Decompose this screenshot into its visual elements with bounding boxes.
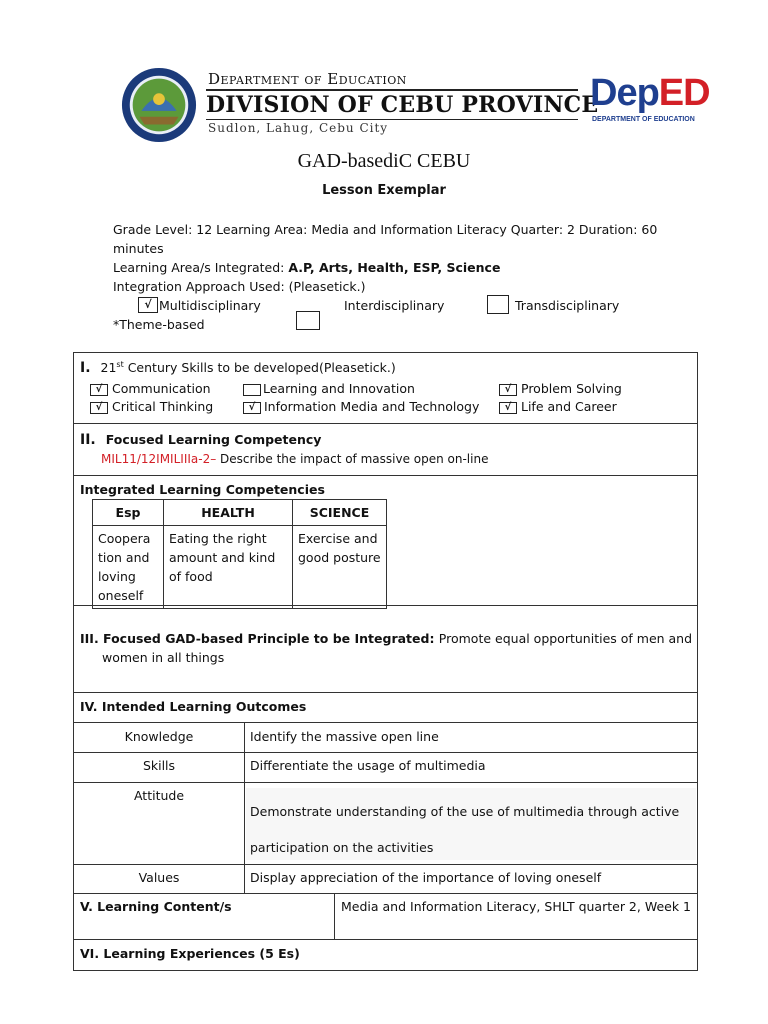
integrated-areas-value: A.P, Arts, Health, ESP, Science xyxy=(288,260,501,275)
multidisciplinary-checkbox[interactable]: √ xyxy=(138,297,158,313)
section1-title-post: Century Skills to be developed(Pleasetick.) xyxy=(123,360,396,376)
competency-line xyxy=(101,452,488,466)
department-title: Department of Education xyxy=(208,70,407,88)
integrated-header-esp: Esp xyxy=(93,500,164,526)
cebu-seal-logo xyxy=(120,66,198,144)
section3-text: Promote equal opportunities of men and xyxy=(438,631,693,646)
interdisciplinary-label: Interdisciplinary xyxy=(344,298,445,313)
integrated-header-science: SCIENCE xyxy=(293,500,387,526)
competency-desc: Describe the impact of massive open on-line xyxy=(216,452,489,466)
grade-level-line-2: minutes xyxy=(113,241,164,256)
section1-num: I. xyxy=(80,360,91,377)
skill-learning-innovation: Learning and Innovation xyxy=(263,381,415,396)
integrated-table xyxy=(92,499,387,609)
section3-line2: women in all things xyxy=(102,650,225,665)
division-title: DIVISION OF CEBU PROVINCE xyxy=(206,92,599,118)
section5-value: Media and Information Literacy, SHLT quarter 2, Week 1 xyxy=(341,899,691,914)
skill-life-career: Life and Career xyxy=(521,399,617,414)
outcome-attitude-value-2: participation on the activities xyxy=(250,840,434,855)
section2-heading xyxy=(80,432,321,448)
integrated-cell-science: Exercise and good posture xyxy=(293,526,387,609)
section2-num: II. xyxy=(80,432,96,448)
section1-title-pre: 21 xyxy=(100,360,117,376)
section-competency xyxy=(73,423,698,476)
section3-label: III. Focused GAD-based Principle to be Integrated: xyxy=(80,631,439,646)
problem-solving-checkbox[interactable]: √ xyxy=(499,384,517,396)
integrated-areas-line xyxy=(113,258,500,277)
outcome-values-value: Display appreciation of the importance of loving oneself xyxy=(250,870,602,885)
transdisciplinary-checkbox[interactable] xyxy=(487,295,509,314)
life-career-checkbox[interactable]: √ xyxy=(499,402,517,414)
deped-logo-subtitle: DEPARTMENT OF EDUCATION xyxy=(592,116,695,123)
deped-logo xyxy=(590,72,710,114)
integrated-cell-health: Eating the right amount and kind of food xyxy=(164,526,293,609)
skill-info-media-tech: Information Media and Technology xyxy=(264,399,480,414)
integrated-cell-esp: Coopera tion and loving oneself xyxy=(93,526,164,609)
section6-title: VI. Learning Experiences (5 Es) xyxy=(80,946,300,961)
deped-logo-dep: Dep xyxy=(590,72,659,114)
document-subtitle: Lesson Exemplar xyxy=(322,183,446,198)
section4-title: IV. Intended Learning Outcomes xyxy=(80,699,307,714)
document-title: GAD-basediC CEBU xyxy=(297,150,471,172)
header-rule-2 xyxy=(206,119,578,120)
communication-checkbox[interactable]: √ xyxy=(90,384,108,396)
outcome-attitude-value: Demonstrate understanding of the use of multimedia through active xyxy=(250,804,680,819)
section2-title: Focused Learning Competency xyxy=(105,432,322,447)
integrated-title: Integrated Learning Competencies xyxy=(80,482,325,497)
learning-innovation-checkbox[interactable] xyxy=(243,384,261,396)
transdisciplinary-label: Transdisciplinary xyxy=(515,298,620,313)
outcome-knowledge-value: Identify the massive open line xyxy=(250,729,439,744)
outcome-knowledge-label: Knowledge xyxy=(124,729,194,744)
skill-critical-thinking: Critical Thinking xyxy=(112,399,214,414)
skill-communication: Communication xyxy=(112,381,211,396)
division-address: Sudlon, Lahug, Cebu City xyxy=(208,121,389,135)
outcome-skills-label: Skills xyxy=(142,758,176,773)
deped-logo-ed: ED xyxy=(658,72,710,114)
section1-heading xyxy=(80,360,396,376)
header-rule xyxy=(206,89,578,91)
section3-line1 xyxy=(80,631,692,646)
outcome-skills-value: Differentiate the usage of multimedia xyxy=(250,758,486,773)
theme-based-checkbox[interactable] xyxy=(296,311,320,330)
competency-code: MIL11/12IMILIIIa xyxy=(101,452,199,466)
outcome-attitude-label: Attitude xyxy=(133,788,185,803)
competency-code-sep: -2– xyxy=(198,452,217,466)
theme-based-label: *Theme-based xyxy=(113,317,205,332)
integration-approach-line: Integration Approach Used: (Pleasetick.) xyxy=(113,279,366,294)
integrated-header-health: HEALTH xyxy=(164,500,293,526)
skill-problem-solving: Problem Solving xyxy=(521,381,622,396)
section5-title: V. Learning Content/s xyxy=(80,899,232,914)
integrated-areas-label: Learning Area/s Integrated: xyxy=(113,260,289,275)
grade-level-line: Grade Level: 12 Learning Area: Media and Information Literacy Quarter: 2 Duration: 60 xyxy=(113,222,658,237)
section1-title-sup: st xyxy=(116,360,124,369)
multidisciplinary-label: Multidisciplinary xyxy=(159,298,261,313)
outcome-values-label: Values xyxy=(138,870,180,885)
info-media-tech-checkbox[interactable]: √ xyxy=(243,402,261,414)
critical-thinking-checkbox[interactable]: √ xyxy=(90,402,108,414)
section-gad-principle xyxy=(73,605,698,693)
